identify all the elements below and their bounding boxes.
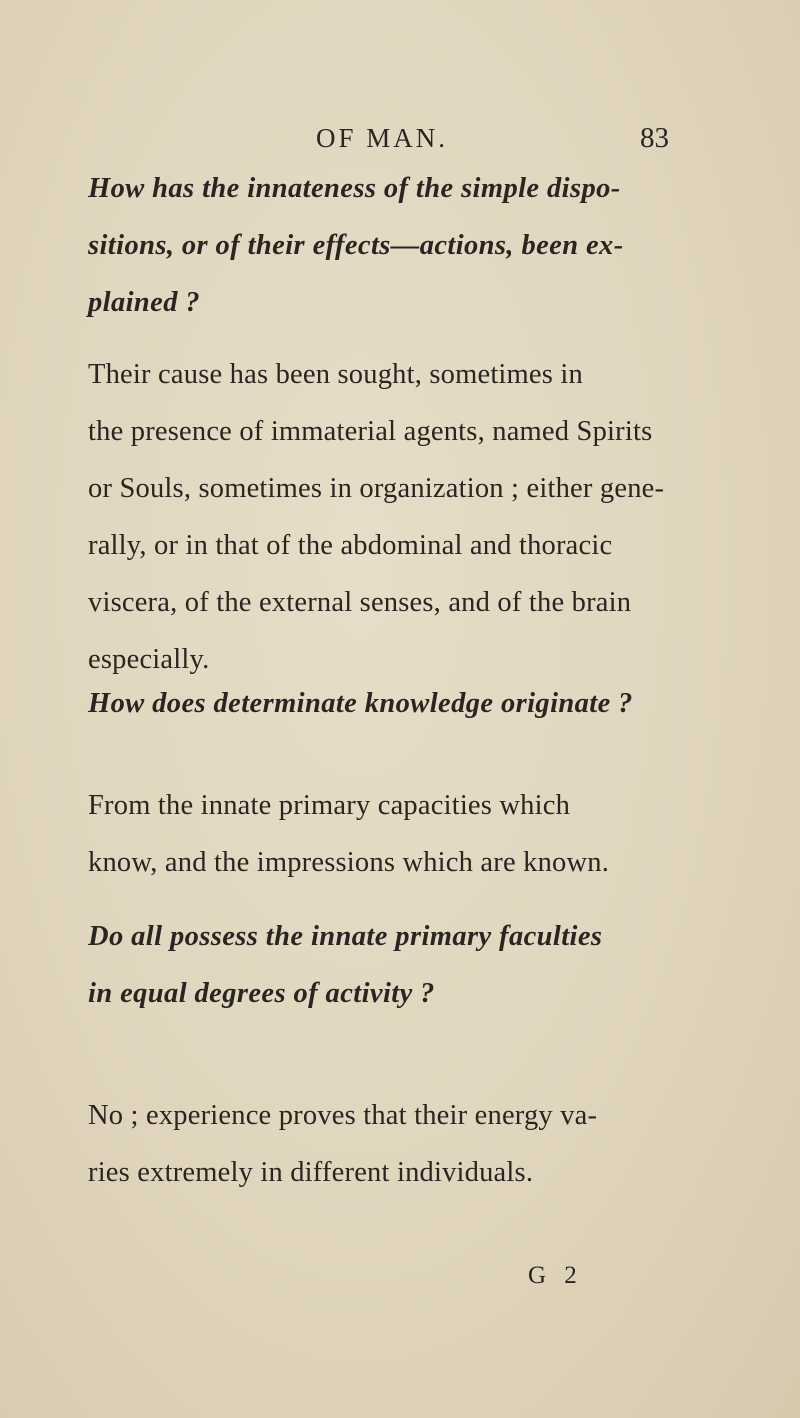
answer-2	[88, 777, 728, 891]
answer-2-line: know, and the impressions which are known.	[88, 847, 610, 878]
answer-3	[88, 1087, 728, 1201]
question-1	[88, 160, 728, 331]
answer-1-line: especially.	[88, 644, 210, 675]
page-number: 83	[640, 122, 669, 154]
question-1-line: plained ?	[88, 287, 201, 318]
question-2	[88, 675, 728, 732]
answer-1	[88, 346, 728, 688]
question-3	[88, 908, 728, 1022]
answer-1-line: rally, or in that of the abdominal and thoracic	[88, 530, 613, 561]
question-3-line: Do all possess the innate primary faculties	[88, 921, 603, 952]
question-2-line: How does determinate knowledge originate ?	[88, 688, 633, 719]
answer-1-line: the presence of immaterial agents, named Spirits	[88, 416, 653, 447]
answer-3-line: No ; experience proves that their energy va-	[88, 1100, 598, 1131]
running-head-title: OF MAN.	[316, 123, 449, 153]
answer-1-line: Their cause has been sought, sometimes in	[88, 359, 583, 390]
answer-1-line: or Souls, sometimes in organization ; either gene-	[88, 473, 665, 504]
question-1-line: How has the innateness of the simple dispo-	[88, 173, 621, 204]
signature-mark: G 2	[528, 1262, 583, 1289]
question-1-line: sitions, or of their effects—actions, been ex-	[88, 230, 624, 261]
answer-3-line: ries extremely in different individuals.	[88, 1157, 534, 1188]
answer-2-line: From the innate primary capacities which	[88, 790, 571, 821]
question-3-line: in equal degrees of activity ?	[88, 978, 435, 1009]
running-head	[0, 118, 800, 158]
answer-1-line: viscera, of the external senses, and of the brain	[88, 587, 632, 618]
